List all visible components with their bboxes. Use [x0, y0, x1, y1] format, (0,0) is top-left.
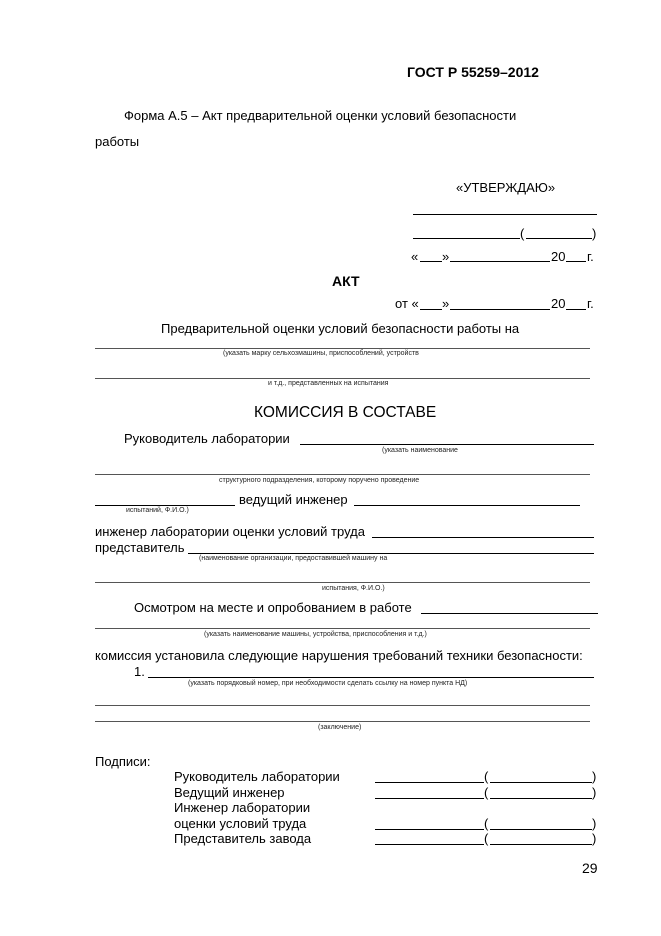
form-title-line2: работы — [95, 134, 140, 149]
caption-presented: и т.д., представленных на испытания — [268, 380, 389, 387]
representative-label: представитель — [95, 540, 185, 555]
act-month-line — [450, 309, 550, 310]
approve-day-line — [420, 261, 442, 262]
commission-title: КОМИССИЯ В СОСТАВЕ — [254, 404, 437, 421]
sign-lab-engineer-2: оценки условий труда — [174, 816, 307, 831]
approve-label: «УТВЕРЖДАЮ» — [456, 180, 556, 195]
department-line — [95, 474, 590, 475]
approve-year-prefix: 20 — [551, 249, 566, 264]
approve-name-line — [526, 238, 592, 239]
subject-line-2 — [95, 378, 590, 379]
sign-lab-engineer-1: Инженер лаборатории — [174, 800, 311, 815]
sign-lab-head-paren-open: ( — [484, 769, 489, 784]
representative-line — [188, 553, 594, 554]
sign-lab-head-line — [375, 782, 484, 783]
act-date-from: от « — [395, 296, 419, 311]
caption-conclusion: (заключение) — [318, 724, 362, 731]
organization-line — [95, 582, 590, 583]
approve-paren-close: ) — [592, 226, 597, 241]
caption-machine-brand: (указать марку сельхозмашины, приспособлений, устройств — [223, 350, 419, 357]
approve-year-suffix: г. — [587, 249, 594, 264]
sign-lead-engineer-line — [375, 798, 484, 799]
sign-lead-engineer: Ведущий инженер — [174, 785, 285, 800]
signatures-label: Подписи: — [95, 754, 151, 769]
sign-plant-rep-line — [375, 844, 484, 845]
sign-lab-engineer-paren-open: ( — [484, 816, 489, 831]
sign-lab-head-paren-close: ) — [592, 769, 597, 784]
item-line — [148, 677, 594, 678]
page-number: 29 — [582, 860, 598, 876]
inspection-label: Осмотром на месте и опробованием в работе — [134, 600, 412, 615]
machine-line — [95, 628, 590, 629]
caption-department: структурного подразделения, которому поручено проведение — [219, 477, 420, 484]
sign-lab-head-name-line — [490, 782, 592, 783]
caption-specify-name: (указать наименование — [382, 447, 458, 454]
subject-line-1 — [95, 348, 590, 349]
approve-date-quote-open: « — [411, 249, 419, 264]
act-day-line — [420, 309, 442, 310]
caption-ordinal: (указать порядковый номер, при необходимости сделать ссылку на номер пункта НД) — [188, 680, 468, 687]
tests-line — [95, 505, 235, 506]
approve-date-quote-close: » — [442, 249, 450, 264]
sign-lab-engineer-name-line — [490, 829, 592, 830]
inspection-line — [421, 613, 598, 614]
document-code: ГОСТ Р 55259–2012 — [407, 64, 539, 80]
sign-plant-rep: Представитель завода — [174, 831, 312, 846]
act-year-line — [566, 309, 586, 310]
sign-plant-rep-paren-close: ) — [592, 831, 597, 846]
act-year-prefix: 20 — [551, 296, 566, 311]
violations-label: комиссия установила следующие нарушения требований техники безопасности: — [95, 648, 583, 663]
approve-signature-line — [413, 214, 597, 215]
lab-engineer-label: инженер лаборатории оценки условий труда — [95, 524, 365, 539]
approve-sign-line — [413, 238, 520, 239]
sign-lead-engineer-paren-close: ) — [592, 785, 597, 800]
caption-organization: (наименование организации, предоставившей машину на — [199, 555, 388, 562]
act-quote-close: » — [442, 296, 450, 311]
sign-lab-engineer-paren-close: ) — [592, 816, 597, 831]
caption-machine-name: (указать наименование машины, устройства, приспособления и т.д.) — [204, 631, 427, 638]
sign-lead-engineer-name-line — [490, 798, 592, 799]
lab-engineer-line — [372, 537, 594, 538]
approve-paren-open: ( — [520, 226, 525, 241]
subject-text: Предварительной оценки условий безопасности работы на — [161, 321, 520, 336]
approve-month-line — [450, 261, 550, 262]
lab-head-label: Руководитель лаборатории — [124, 431, 290, 446]
conclusion-line-1 — [95, 705, 590, 706]
approve-year-line — [566, 261, 586, 262]
conclusion-line-2 — [95, 721, 590, 722]
sign-lab-head: Руководитель лаборатории — [174, 769, 340, 784]
sign-lab-engineer-line — [375, 829, 484, 830]
caption-tests-fio: испытаний, Ф.И.О.) — [126, 507, 189, 514]
item-number: 1. — [134, 664, 145, 679]
sign-lead-engineer-paren-open: ( — [484, 785, 489, 800]
sign-plant-rep-name-line — [490, 844, 592, 845]
act-year-suffix: г. — [587, 296, 594, 311]
lead-engineer-label: ведущий инженер — [239, 492, 348, 507]
lab-head-line — [300, 444, 594, 445]
form-title-line1: Форма А.5 – Акт предварительной оценки условий безопасности — [124, 108, 517, 123]
sign-plant-rep-paren-open: ( — [484, 831, 489, 846]
act-title: АКТ — [332, 273, 360, 289]
caption-tests-fio-2: испытания, Ф.И.О.) — [322, 585, 385, 592]
lead-engineer-line — [354, 505, 580, 506]
